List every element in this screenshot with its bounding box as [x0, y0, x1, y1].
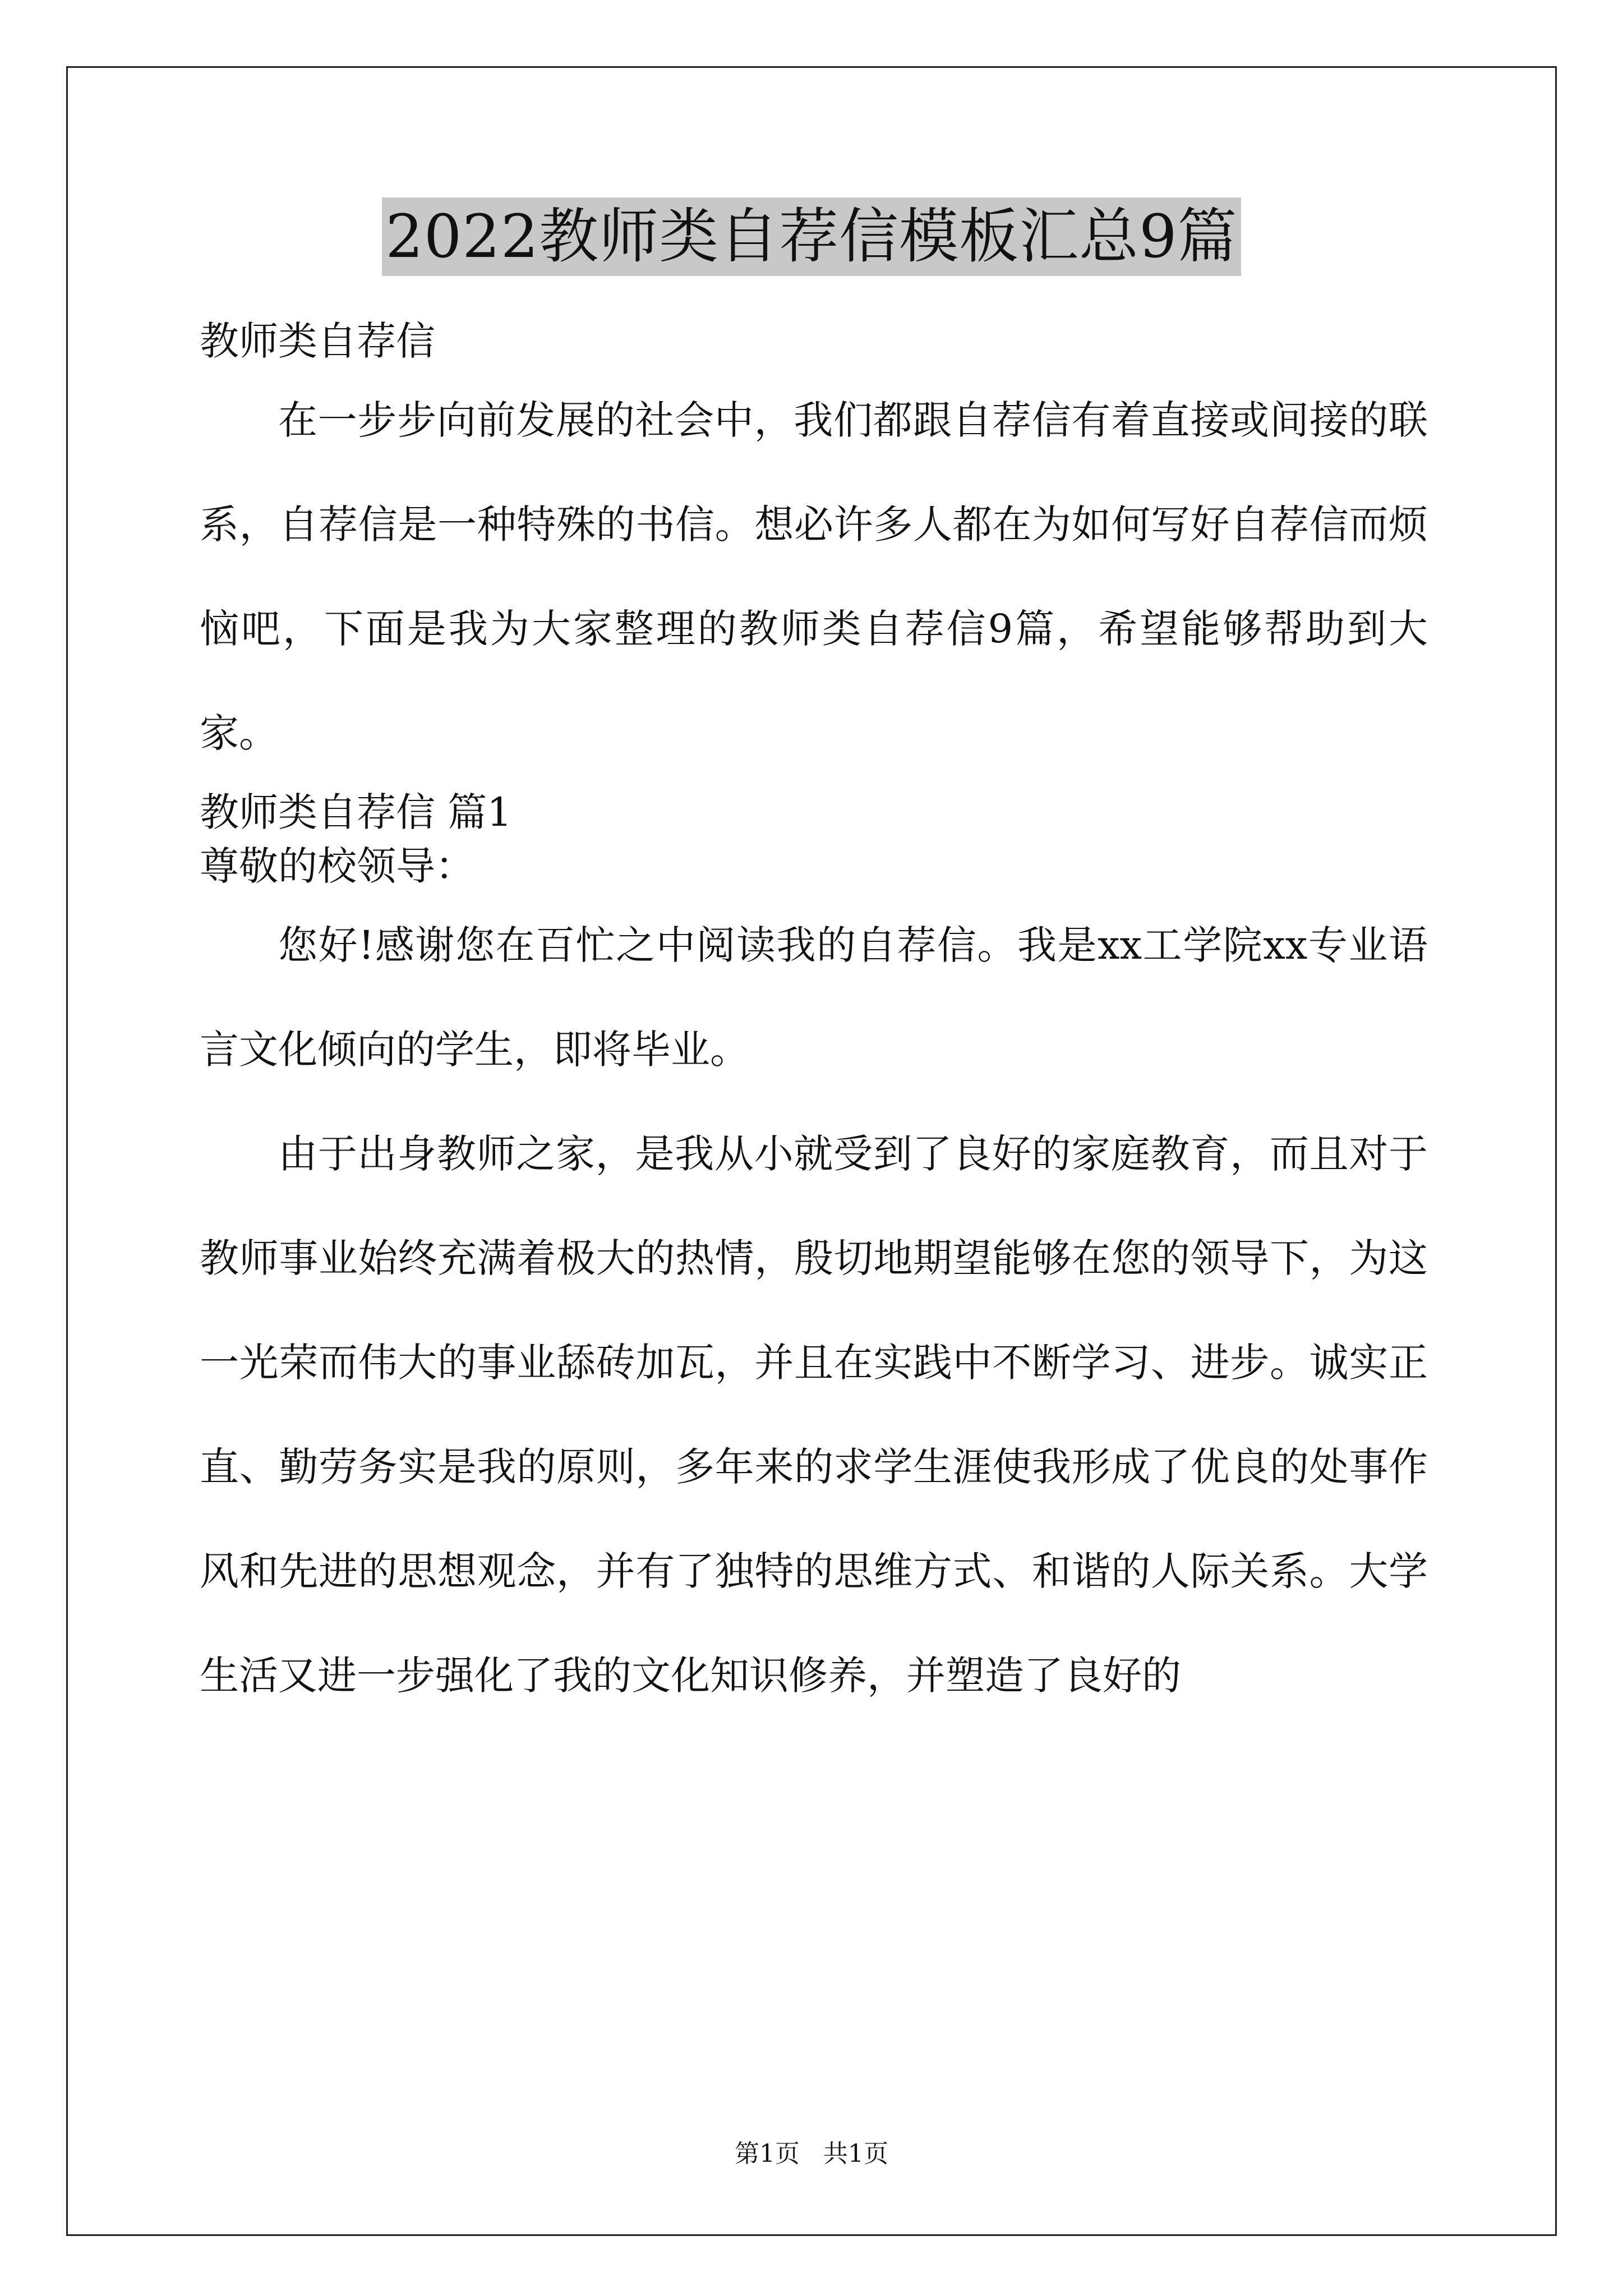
page-footer: 第1页 共1页	[735, 2139, 888, 2168]
title-container	[0, 197, 1623, 276]
document-title: 2022教师类自荐信模板汇总9篇	[382, 197, 1241, 276]
article-heading: 教师类自荐信 篇1	[200, 789, 512, 835]
intro-paragraph: 在一步步向前发展的社会中，我们都跟自荐信有着直接或间接的联系，自荐信是一种特殊的书信。想必许多人都在为如何写好自荐信而烦恼吧，下面是我为大家整理的教师类自荐信9篇，希望能够帮助到大家。	[200, 397, 1428, 756]
section-heading: 教师类自荐信	[200, 318, 435, 364]
body-paragraph-1: 您好!感谢您在百忙之中阅读我的自荐信。我是xx工学院xx专业语言文化倾向的学生，即将毕业。	[200, 922, 1428, 1073]
salutation: 尊敬的校领导：	[200, 843, 474, 889]
document-body	[200, 314, 1428, 1728]
body-paragraph-2: 由于出身教师之家，是我从小就受到了良好的家庭教育，而且对于教师事业始终充满着极大的热情，殷切地期望能够在您的领导下，为这一光荣而伟大的事业舔砖加瓦，并且在实践中不断学习、进步。诚实正直、勤劳务实是我的原则，多年来的求学生涯使我形成了优良的处事作风和先进的思想观念，并有了独特的思维方式、和谐的人际关系。大学生活又进一步强化了我的文化知识修养，并塑造了良好的	[200, 1131, 1428, 1699]
